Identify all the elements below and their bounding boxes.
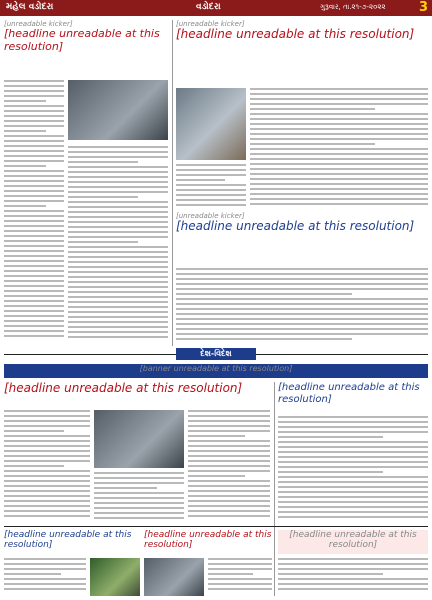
top-left-headline: [headline unreadable at this resolution] [4, 27, 160, 53]
right-lead-head [278, 382, 428, 412]
bottom-middle-headline: [headline unreadable at this resolution] [144, 530, 272, 551]
right-lead-headline: [headline unreadable at this resolution] [278, 382, 420, 405]
top-left-story-head [4, 20, 168, 72]
middle-band-headline: [headline unreadable at this resolution] [176, 219, 415, 233]
bottom-middle-photo [144, 558, 204, 596]
top-right-body [250, 88, 428, 208]
bottom-right-body [278, 558, 428, 596]
top-right-photo [176, 88, 246, 160]
national-lead-photo [94, 410, 184, 468]
bottom-left-body [4, 558, 86, 596]
national-banner: [banner unreadable at this resolution] [4, 364, 428, 378]
top-right-kicker: [unreadable kicker] [176, 20, 245, 28]
middle-band-kicker: [unreadable kicker] [176, 212, 245, 220]
top-left-kicker: [unreadable kicker] [4, 20, 73, 28]
top-right-headline: [headline unreadable at this resolution] [176, 27, 415, 41]
masthead-bar [0, 0, 432, 16]
national-lead-head [4, 382, 270, 406]
right-lead-body [278, 416, 428, 522]
column-rule-right [274, 382, 275, 596]
top-right-story-head [176, 20, 428, 82]
bottom-middle-body [208, 558, 272, 596]
middle-band-story-head [176, 212, 428, 264]
bottom-middle-head [144, 530, 272, 554]
issue-date: ગુરૂવાર, તા.૨૧-૭-૨૦૨૨ [320, 3, 386, 11]
bottom-left-photo [90, 558, 140, 596]
section-name: મહેલ વડોદરા [6, 2, 54, 12]
top-right-body-below-photo [176, 164, 246, 208]
top-left-body-col2 [68, 146, 168, 342]
column-rule [172, 20, 173, 346]
top-left-photo [68, 80, 168, 140]
national-lead-body-col1 [4, 410, 90, 522]
middle-band-body [176, 268, 428, 342]
bottom-right-headline: [headline unreadable at this resolution] [278, 530, 428, 554]
national-lead-body-col2 [94, 472, 184, 522]
top-left-body-col1 [4, 80, 64, 342]
bottom-left-headline: [headline unreadable at this resolution] [4, 530, 132, 551]
bottom-rule [4, 526, 428, 527]
bottom-left-head [4, 530, 140, 554]
page-number: 3 [418, 0, 428, 15]
section-label: દેશ-વિદેશ [176, 348, 256, 360]
national-lead-body-col3 [188, 410, 270, 522]
national-lead-headline: [headline unreadable at this resolution] [4, 382, 243, 395]
edition-city: વડોદરા [196, 2, 221, 12]
